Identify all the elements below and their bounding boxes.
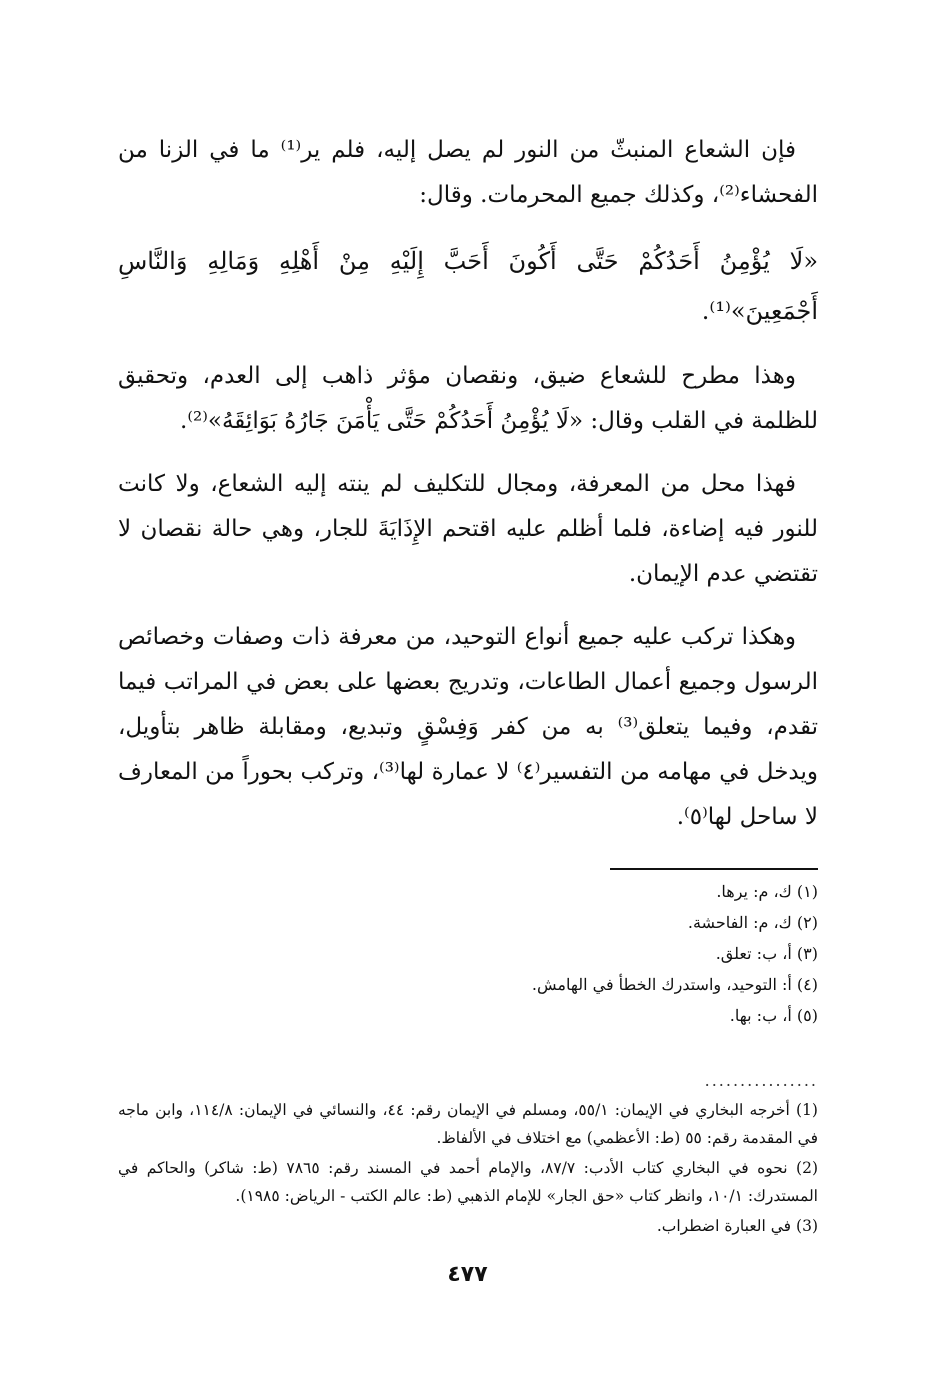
- paragraph: فإن الشعاع المنبثّ من النور لم يصل إليه، فلم ير⁽¹⁾ ما في الزنا من الفحشاء⁽²⁾، وكذلك جميع المحرمات. وقال:: [118, 137, 818, 208]
- source-note: (1) أخرجه البخاري في الإيمان: ٥٥/١، ومسلم في الإيمان رقم: ٤٤، والنسائي في الإيمان: ١١٤/٨، وابن ماجه في المقدمة رقم: ٥٥ (ط: الأعظمي) مع اختلاف في الألفاظ.: [118, 1101, 818, 1147]
- variant-note: (٣) أ، ب: تعلق.: [715, 944, 818, 963]
- paragraph: فهذا محل من المعرفة، ومجال للتكليف لم ينته إليه الشعاع، ولا كانت للنور فيه إضاءة، فلما أظلم عليه اقتحم الإِذَايَةَ للجار، وهي حالة نقصان لا تقتضي عدم الإيمان.: [118, 471, 818, 587]
- source-notes-list: [118, 1096, 818, 1240]
- variant-notes-list: [118, 876, 818, 1031]
- variant-note: (١) ك، م: يرها.: [716, 882, 818, 901]
- paragraph: وهذا مطرح للشعاع ضيق، ونقصان مؤثر ذاهب إلى العدم، وتحقيق للظلمة في القلب وقال: «لَا يُؤْمِنُ أَحَدُكُمْ حَتَّى يَأْمَنَ جَارُهُ بَوَائِقَهُ»⁽²⁾.: [118, 363, 818, 434]
- source-note: (3) في العبارة اضطراب.: [656, 1217, 818, 1235]
- dotted-separator: ................: [704, 1071, 818, 1090]
- paragraph: وهكذا تركب عليه جميع أنواع التوحيد، من معرفة ذات وصفات وخصائص الرسول وجميع أعمال الطاعات، وتدريج بعضها على بعض في المراتب فيما تقدم، وفيما يتعلق⁽³⁾ به من كفر وَفِسْقٍ وتبديع، ومقابلة ظاهر بتأويل، ويدخل في مهامه من التفسير⁽٤⁾ لا عمارة لها⁽³⁾، وتركب بحوراً من المعارف لا ساحل لها⁽٥⁾.: [118, 624, 818, 830]
- page-number: ٤٧٧: [447, 1262, 488, 1287]
- variant-note: (٥) أ، ب: بها.: [729, 1006, 818, 1025]
- source-note: (2) نحوه في البخاري كتاب الأدب: ٨٧/٧، والإمام أحمد في المسند رقم: ٧٨٦٥ (ط: شاكر) والحاكم في المستدرك: ١٠/١، وانظر كتاب «حق الجار» للإمام الذهبي (ط: عالم الكتب - الرياض: ١٩٨٥).: [118, 1159, 818, 1205]
- hadith-quote: «لَا يُؤْمِنُ أَحَدُكُمْ حَتَّى أَكُونَ أَحَبَّ إِلَيْهِ مِنْ أَهْلِهِ وَمَالِهِ وَالنَّاسِ أَجْمَعِينَ»⁽¹⁾.: [118, 247, 818, 325]
- page-body: [118, 128, 818, 1242]
- footnote-separator: [610, 868, 818, 870]
- variant-note: (٢) ك، م: الفاحشة.: [687, 913, 818, 932]
- variant-note: (٤) أ: التوحيد، واستدرك الخطأ في الهامش.: [531, 975, 818, 994]
